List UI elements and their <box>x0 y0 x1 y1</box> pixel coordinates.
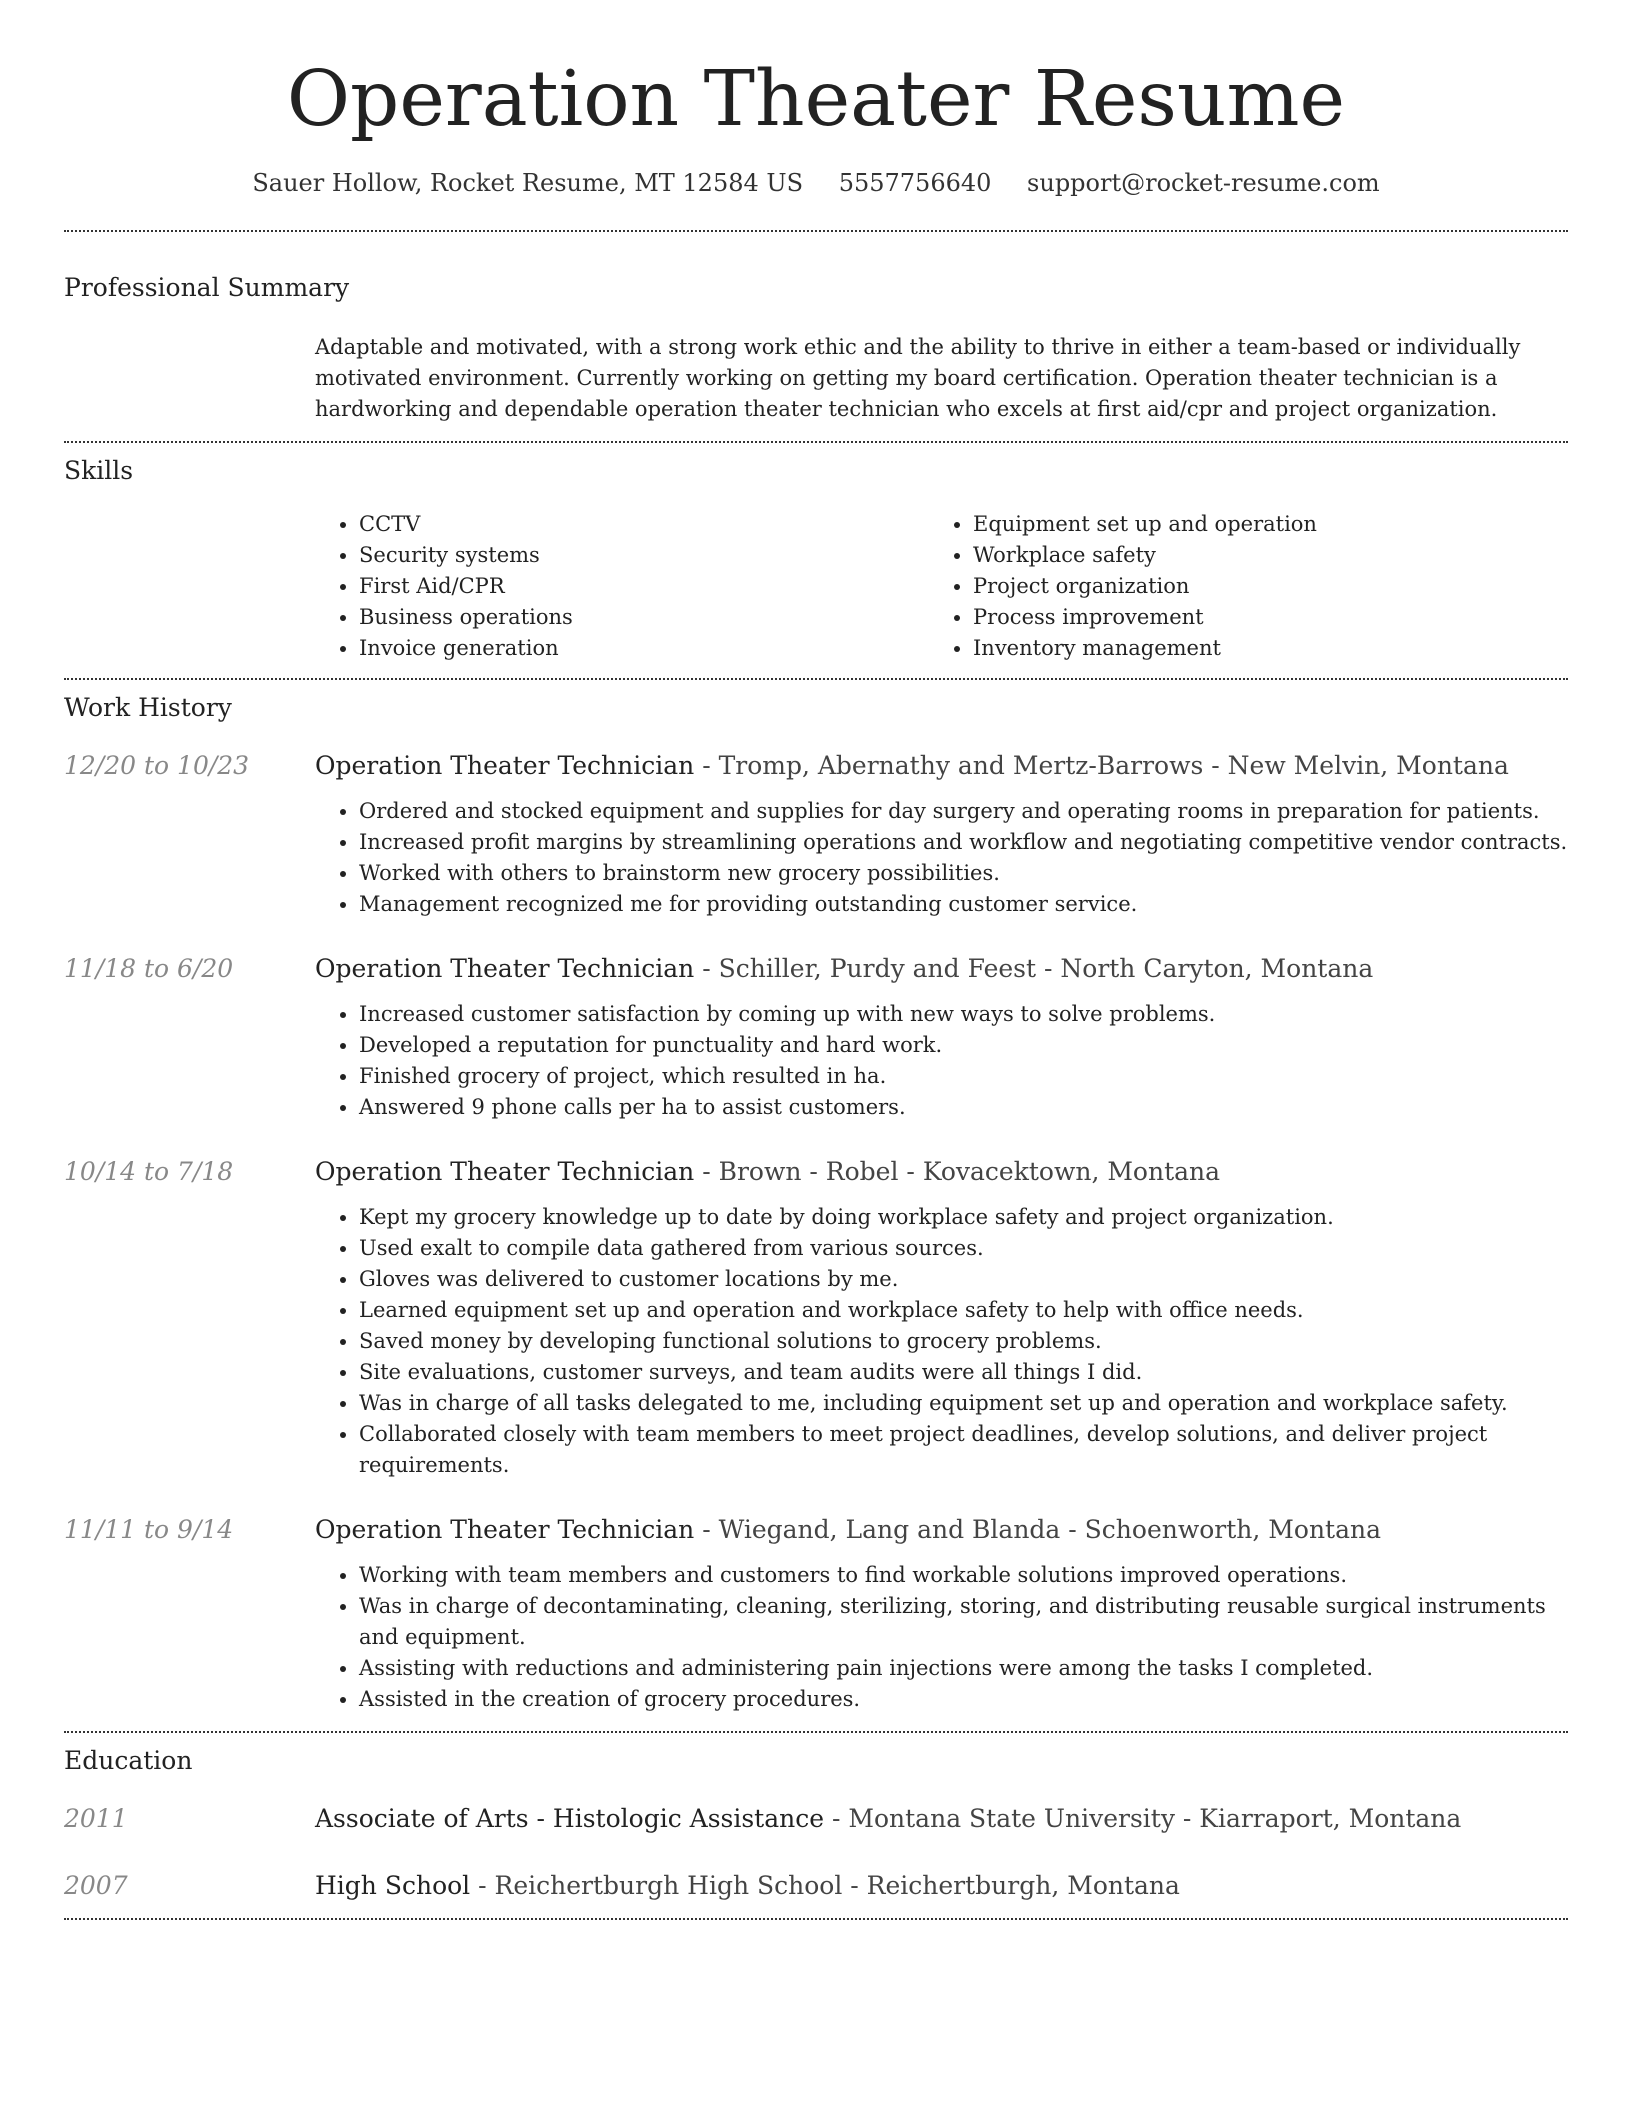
education-degree: High School <box>315 1871 471 1900</box>
job-bullets <box>315 1202 1568 1481</box>
job-entry <box>64 953 1568 1123</box>
section-title-summary: Professional Summary <box>64 273 350 302</box>
job-employer: - Schiller, Purdy and Feest - North Caryton, Montana <box>694 954 1374 983</box>
job-employer: - Wiegand, Lang and Blanda - Schoenworth, Montana <box>694 1515 1382 1544</box>
job-bullet: • Answered 9 phone calls per ha to assist customers. <box>359 1092 1568 1123</box>
summary-text: Adaptable and motivated, with a strong work ethic and the ability to thrive in either a team-based or individually motivated environment. Currently working on getting my board certification. Operation theater technician is a hardworking and dependable operation theater technician who excels at first aid/cpr and project organization. <box>315 335 1521 421</box>
education-school: - Montana State University - Kiarraport, Montana <box>824 1804 1462 1833</box>
divider <box>64 678 1568 680</box>
education-year: 2011 <box>64 1804 128 1833</box>
job-heading <box>315 750 1568 782</box>
job-bullet: • Management recognized me for providing outstanding customer service. <box>359 889 1568 920</box>
skill-item: • Workplace safety <box>973 540 1543 571</box>
job-dates: 10/14 to 7/18 <box>64 1157 234 1186</box>
job-entry <box>64 1156 1568 1481</box>
job-title: Operation Theater Technician <box>315 1157 695 1186</box>
divider <box>64 230 1568 232</box>
resume-header <box>64 0 1568 198</box>
job-bullet: • Worked with others to brainstorm new grocery possibilities. <box>359 858 1568 889</box>
resume-page <box>64 0 1568 1920</box>
education-entry <box>64 1870 1568 1902</box>
job-heading <box>315 1156 1568 1188</box>
education-heading <box>315 1803 1568 1835</box>
phone: 5557756640 <box>838 169 992 197</box>
job-bullet: • Collaborated closely with team members to meet project deadlines, develop solutions, and deliver project requirements. <box>359 1419 1568 1481</box>
section-title-skills: Skills <box>64 456 134 485</box>
job-bullets <box>315 999 1568 1123</box>
job-bullet: • Was in charge of decontaminating, cleaning, sterilizing, storing, and distributing reusable surgical instruments and equipment. <box>359 1591 1568 1653</box>
job-bullet: • Assisted in the creation of grocery procedures. <box>359 1684 1568 1715</box>
job-entry <box>64 750 1568 920</box>
job-bullet: • Used exalt to compile data gathered from various sources. <box>359 1233 1568 1264</box>
job-title: Operation Theater Technician <box>315 954 695 983</box>
skill-item: • Business operations <box>359 602 929 633</box>
job-bullet: • Site evaluations, customer surveys, and team audits were all things I did. <box>359 1357 1568 1388</box>
skill-item: • Equipment set up and operation <box>973 509 1543 540</box>
job-heading <box>315 1514 1568 1546</box>
job-bullet: • Increased profit margins by streamlining operations and workflow and negotiating competitive vendor contracts. <box>359 827 1568 858</box>
job-bullet: • Assisting with reductions and administering pain injections were among the tasks I completed. <box>359 1653 1568 1684</box>
resume-title: Operation Theater Resume <box>286 55 1346 144</box>
job-bullet: • Gloves was delivered to customer locations by me. <box>359 1264 1568 1295</box>
job-dates: 11/18 to 6/20 <box>64 954 234 983</box>
job-bullets <box>315 796 1568 920</box>
education-entry <box>64 1803 1568 1835</box>
skill-item: • CCTV <box>359 509 929 540</box>
job-title: Operation Theater Technician <box>315 751 695 780</box>
job-bullet: • Finished grocery of project, which resulted in ha. <box>359 1061 1568 1092</box>
summary-body <box>315 332 1568 425</box>
job-dates: 11/11 to 9/14 <box>64 1515 234 1544</box>
skill-item: • Security systems <box>359 540 929 571</box>
job-bullet: • Was in charge of all tasks delegated to me, including equipment set up and operation and workplace safety. <box>359 1388 1568 1419</box>
job-bullets <box>315 1560 1568 1715</box>
job-title: Operation Theater Technician <box>315 1515 695 1544</box>
job-bullet: • Developed a reputation for punctuality and hard work. <box>359 1030 1568 1061</box>
divider <box>64 441 1568 443</box>
section-title-work-history: Work History <box>64 693 232 722</box>
job-bullet: • Kept my grocery knowledge up to date by doing workplace safety and project organization. <box>359 1202 1568 1233</box>
skills-list <box>315 509 1568 664</box>
job-employer: - Tromp, Abernathy and Mertz-Barrows - New Melvin, Montana <box>694 751 1509 780</box>
job-bullet: • Increased customer satisfaction by coming up with new ways to solve problems. <box>359 999 1568 1030</box>
skill-item: • Process improvement <box>973 602 1543 633</box>
education-heading <box>315 1870 1568 1902</box>
skills-column-right <box>929 509 1543 664</box>
skills-column-left <box>315 509 929 664</box>
divider <box>64 1918 1568 1920</box>
skill-item: • First Aid/CPR <box>359 571 929 602</box>
job-bullet: • Saved money by developing functional solutions to grocery problems. <box>359 1326 1568 1357</box>
skill-item: • Invoice generation <box>359 633 929 664</box>
job-bullet: • Ordered and stocked equipment and supplies for day surgery and operating rooms in preparation for patients. <box>359 796 1568 827</box>
education-school: - Reichertburgh High School - Reichertburgh, Montana <box>470 1871 1180 1900</box>
job-heading <box>315 953 1568 985</box>
job-employer: - Brown - Robel - Kovacektown, Montana <box>694 1157 1221 1186</box>
job-bullet: • Working with team members and customers to find workable solutions improved operations. <box>359 1560 1568 1591</box>
education-degree: Associate of Arts - Histologic Assistance <box>315 1804 825 1833</box>
skill-item: • Inventory management <box>973 633 1543 664</box>
contact-line <box>64 168 1568 198</box>
skill-item: • Project organization <box>973 571 1543 602</box>
job-bullet: • Learned equipment set up and operation and workplace safety to help with office needs. <box>359 1295 1568 1326</box>
section-title-education: Education <box>64 1746 193 1775</box>
job-entry <box>64 1514 1568 1715</box>
education-year: 2007 <box>64 1871 128 1900</box>
divider <box>64 1731 1568 1733</box>
email: support@rocket-resume.com <box>1027 169 1380 197</box>
address: Sauer Hollow, Rocket Resume, MT 12584 US <box>252 169 804 197</box>
job-dates: 12/20 to 10/23 <box>64 751 250 780</box>
